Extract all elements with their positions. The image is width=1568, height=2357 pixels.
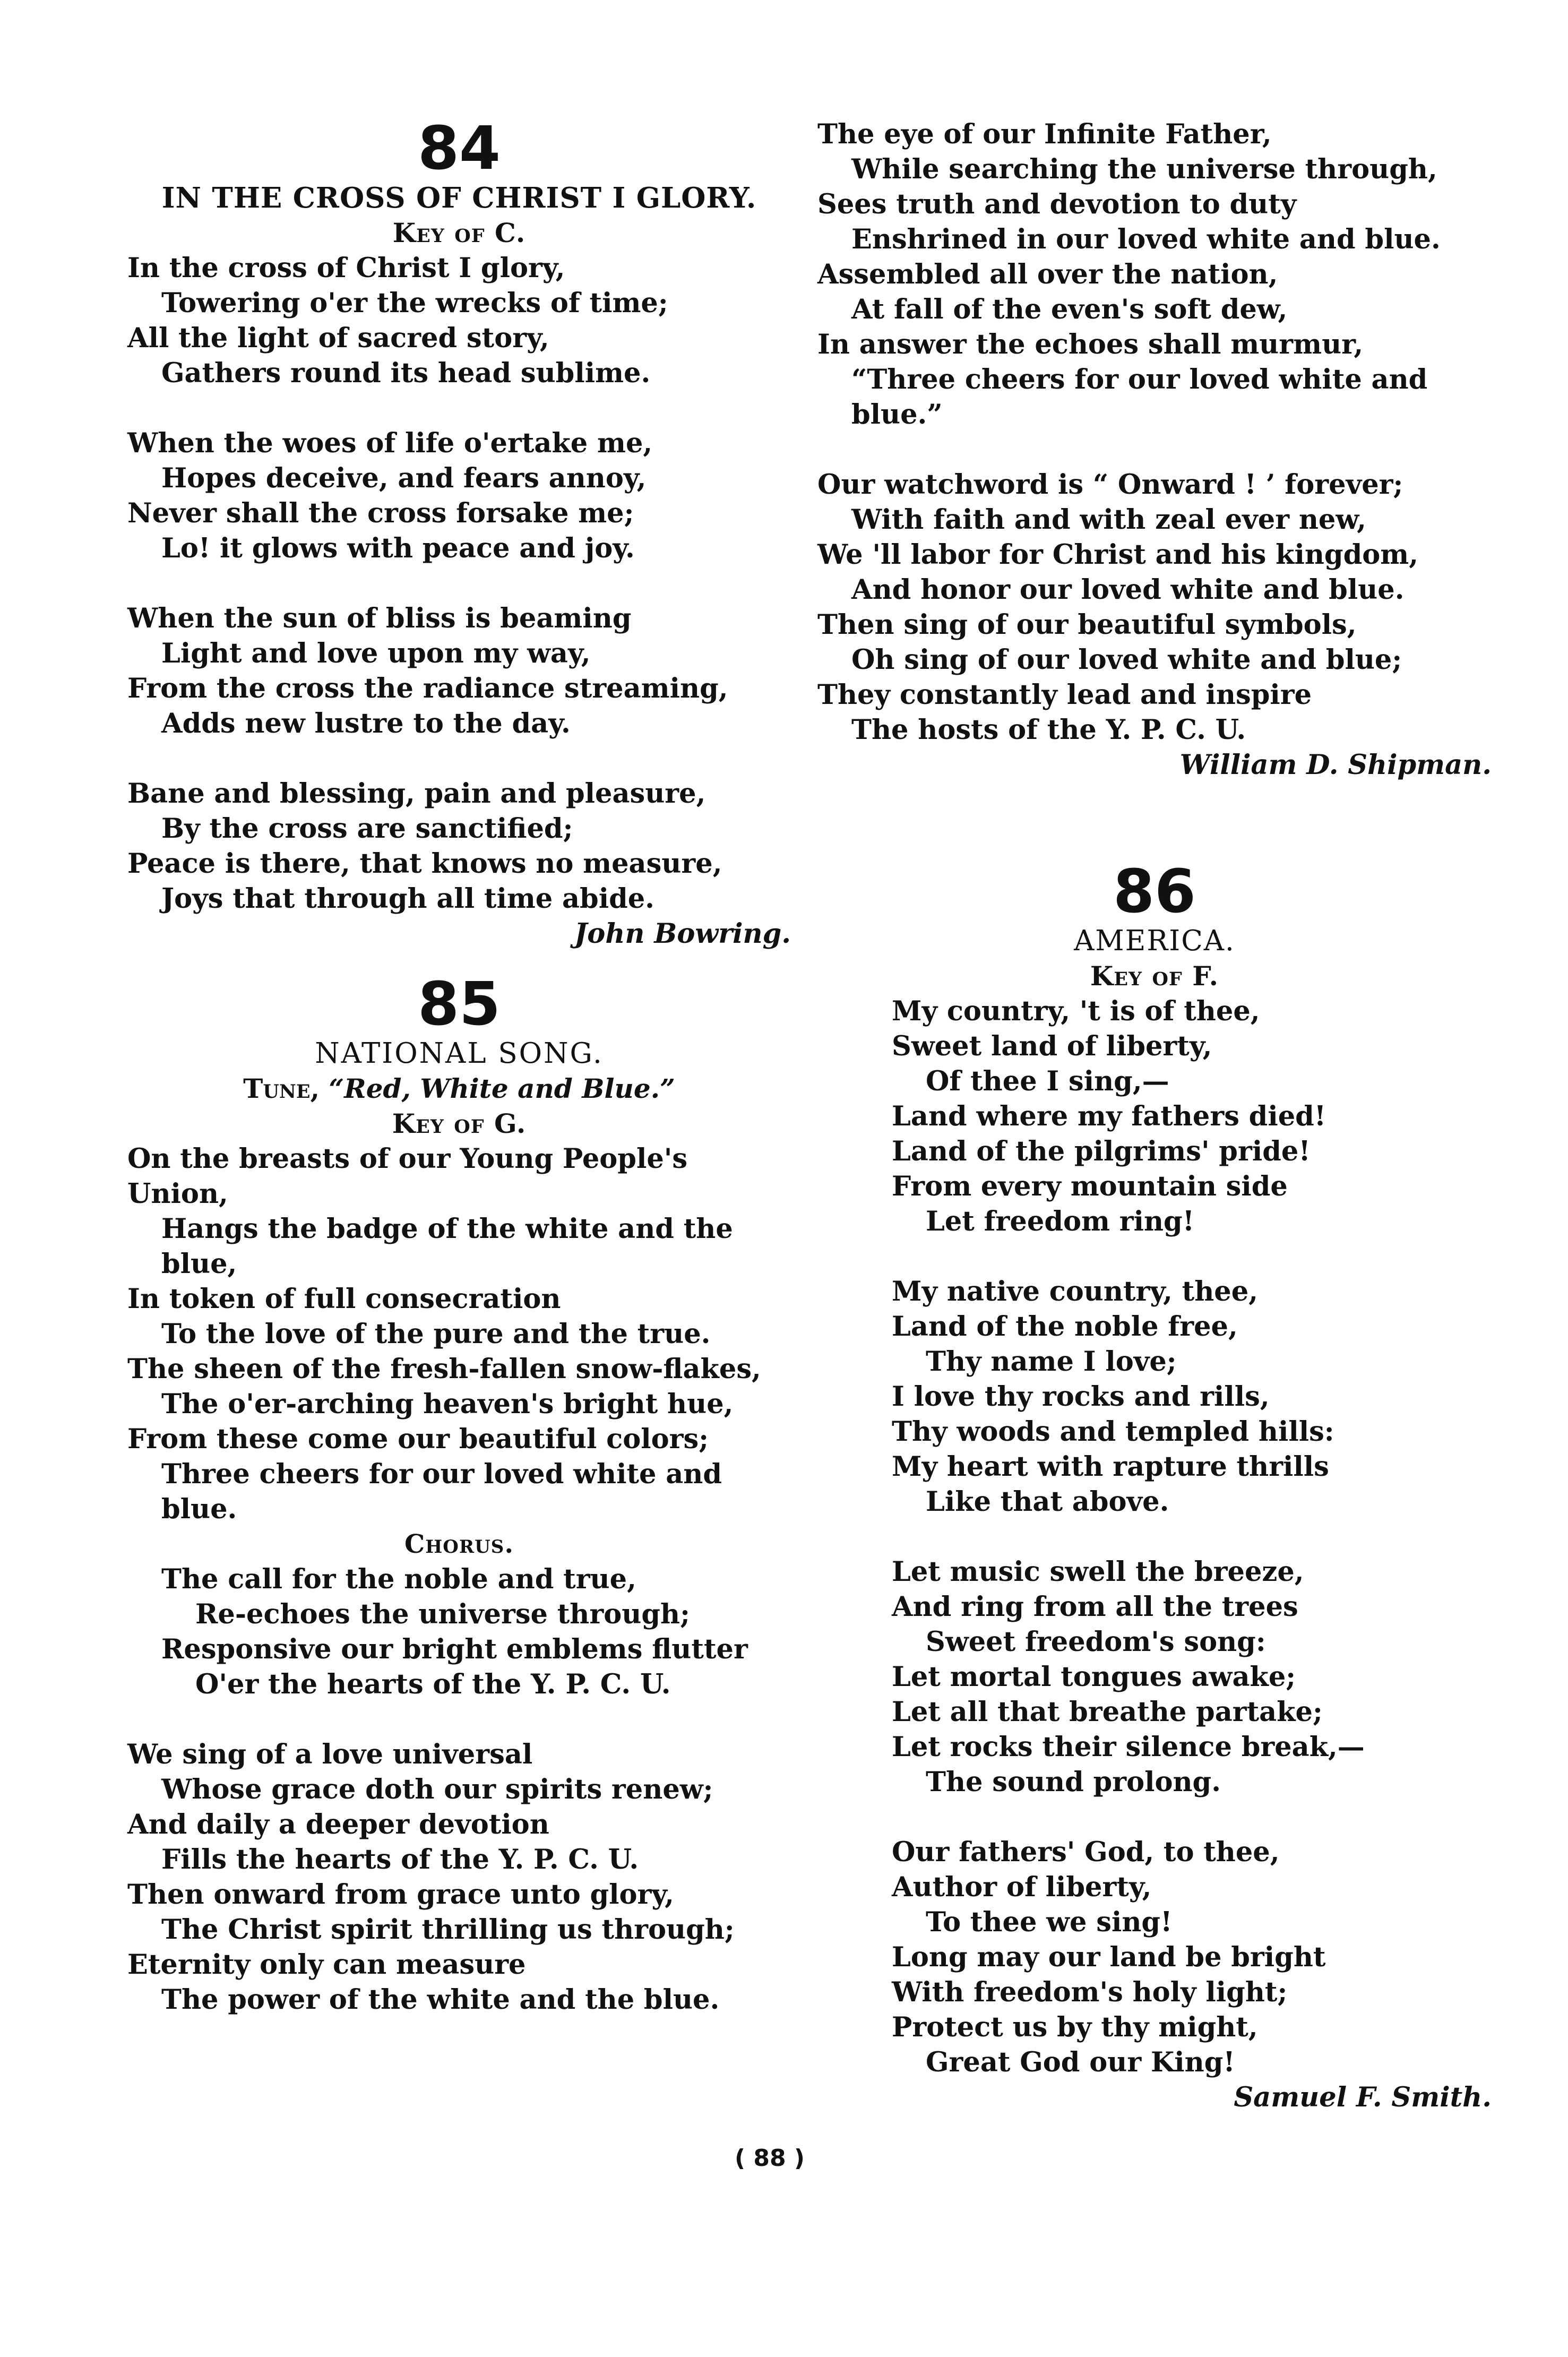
verse-line: All the light of sacred story, [127,322,549,354]
verse-line: Hangs the badge of the white and the blue, [161,1213,733,1280]
verse-line: They constantly lead and inspire [817,679,1312,711]
hymn-tune [127,1071,791,1106]
verse-line: The sound prolong. [926,1766,1221,1798]
verse-line: Let freedom ring! [926,1206,1195,1237]
verse-line: To the love of the pure and the true. [161,1318,711,1350]
verse-line: Re-echoes the universe through; [195,1598,690,1630]
hymn-84 [127,114,791,951]
verse-line: Towering o'er the wrecks of time; [161,287,668,319]
verse-line: Then onward from grace unto glory, [127,1879,674,1911]
verse-line: Fills the hearts of the Y. P. C. U. [161,1844,639,1876]
verse-line: And ring from all the trees [892,1591,1298,1623]
hymn-author: Samuel F. Smith. [1234,2081,1492,2113]
stanza [127,426,791,566]
verse-line: We 'll labor for Christ and his kingdom, [817,539,1418,571]
verse-line: Of thee I sing,— [926,1065,1169,1097]
verse-line: From the cross the radiance streaming, [127,673,728,704]
verse-line: The Christ spirit thrilling us through; [161,1914,735,1946]
verse-line: We sing of a love universal [127,1739,533,1770]
verse-line: O'er the hearts of the Y. P. C. U. [195,1668,671,1700]
verse-line: And daily a deeper devotion [127,1809,549,1840]
verse-line: My native country, thee, [892,1276,1258,1307]
verse-line: Let mortal tongues awake; [892,1661,1296,1693]
hymn-author: William D. Shipman. [1179,749,1492,781]
verse-line: The power of the white and the blue. [161,1984,720,2016]
verse-line: Land of the pilgrims' pride! [892,1136,1311,1167]
chorus-label: Chorus. [404,1529,514,1559]
verse-line: Oh sing of our loved white and blue; [851,644,1402,676]
verse-line: The o'er-arching heaven's bright hue, [161,1388,734,1420]
verse-line: Then sing of our beautiful symbols, [817,609,1357,641]
verse-line: The sheen of the fresh-fallen snow-flakes, [127,1353,761,1385]
stanza [127,776,791,916]
verse-line: In answer the echoes shall murmur, [817,329,1364,360]
verse-line: Thy name I love; [926,1346,1177,1378]
hymn-author: John Bowring. [574,918,791,950]
verse-line: In the cross of Christ I glory, [127,252,565,284]
chorus [127,1562,791,1702]
verse-line: The eye of our Infinite Father, [817,118,1272,150]
stanza [892,1274,1492,1519]
verse-line: When the sun of bliss is beaming [127,603,632,634]
verse-line: Eternity only can measure [127,1949,526,1981]
stanza [892,994,1492,1239]
verse-line: Hopes deceive, and fears annoy, [161,462,647,494]
verse-line: “Three cheers for our loved white and blue.” [851,364,1428,431]
verse-line: Lo! it glows with peace and joy. [161,532,635,564]
verse-line: Land where my fathers died! [892,1100,1326,1132]
verse-line: Gathers round its head sublime. [161,357,651,389]
verse-line: Let all that breathe partake; [892,1696,1323,1728]
verse-line: To thee we sing! [926,1906,1173,1938]
hymn-key: Key of G. [392,1108,527,1139]
verse-line: From every mountain side [892,1171,1288,1202]
verse-line: The call for the noble and true, [161,1563,636,1595]
verse-line: Let music swell the breeze, [892,1556,1304,1588]
verse-line: Joys that through all time abide. [161,883,654,915]
verse-line: My heart with rapture thrills [892,1451,1329,1483]
verse-line: From these come our beautiful colors; [127,1423,709,1455]
verse-line: In token of full consecration [127,1283,561,1315]
verse-line: Whose grace doth our spirits renew; [161,1774,713,1805]
stanza [817,467,1492,747]
verse-line: Responsive our bright emblems flutter [161,1633,748,1665]
verse-line: Enshrined in our loved white and blue. [851,223,1441,255]
hymn-key: Key of F. [1090,960,1219,992]
verse-line: Long may our land be bright [892,1941,1326,1973]
right-column-lower [817,857,1492,2115]
verse-line: Great God our King! [926,2046,1235,2078]
verse-line: When the woes of life o'ertake me, [127,427,653,459]
verse-line: Let rocks their silence break,— [892,1731,1365,1763]
verse-line: Sweet freedom's song: [926,1626,1266,1658]
verse-line: Bane and blessing, pain and pleasure, [127,778,706,810]
hymn-number: 85 [418,970,501,1039]
verse-line: Sees truth and devotion to duty [817,188,1297,220]
hymn-title: IN THE CROSS OF CHRIST I GLORY. [161,182,757,214]
verse-line: With freedom's holy light; [892,1976,1288,2008]
verse-line: Peace is there, that knows no measure, [127,848,722,880]
verse-line: Protect us by thy might, [892,2011,1258,2043]
hymn-86-verses [817,994,1492,2080]
hymn-title: AMERICA. [1074,925,1235,957]
verse-line: My country, 't is of thee, [892,995,1260,1027]
verse-line: Our fathers' God, to thee, [892,1836,1280,1868]
stanza [127,1737,791,2017]
hymn-number: 86 [1113,857,1196,926]
verse-line: Adds new lustre to the day. [161,708,571,739]
left-column [127,114,791,2017]
right-column [817,117,1492,782]
verse-line: On the breasts of our Young People's Union, [127,1143,688,1210]
hymn-number: 84 [418,114,501,183]
hymn-key: Key of C. [392,217,526,248]
verse-line: The hosts of the Y. P. C. U. [851,714,1246,746]
stanza [127,1141,791,1527]
verse-line: Our watchword is “ Onward ! ’ forever; [817,469,1403,501]
verse-line: While searching the universe through, [851,153,1437,185]
tune-label: Tune, [243,1073,320,1104]
stanza [892,1835,1492,2080]
stanza [127,251,791,391]
verse-line: Sweet land of liberty, [892,1030,1212,1062]
verse-line: By the cross are sanctified; [161,813,573,845]
verse-line: Three cheers for our loved white and blue. [161,1458,722,1525]
stanza [817,117,1492,432]
verse-line: And honor our loved white and blue. [851,574,1405,606]
verse-line: At fall of the even's soft dew, [851,294,1288,325]
stanza [892,1554,1492,1800]
stanza [127,601,791,741]
verse-line: With faith and with zeal ever new, [851,504,1366,536]
verse-line: I love thy rocks and rills, [892,1381,1270,1413]
hymn-86 [817,857,1492,2115]
verse-line: Land of the noble free, [892,1311,1238,1343]
verse-line: Light and love upon my way, [161,638,591,669]
verse-line: Never shall the cross forsake me; [127,497,634,529]
verse-line: Like that above. [926,1486,1169,1518]
tune-name: “Red, White and Blue.” [329,1073,675,1104]
verse-line: Assembled all over the nation, [817,259,1278,290]
verse-line: Thy woods and templed hills: [892,1416,1334,1448]
hymn-85 [127,970,791,2017]
verse-line: Author of liberty, [892,1871,1152,1903]
page-number: ( 88 ) [734,2145,805,2172]
hymn-title: NATIONAL SONG. [315,1037,604,1070]
